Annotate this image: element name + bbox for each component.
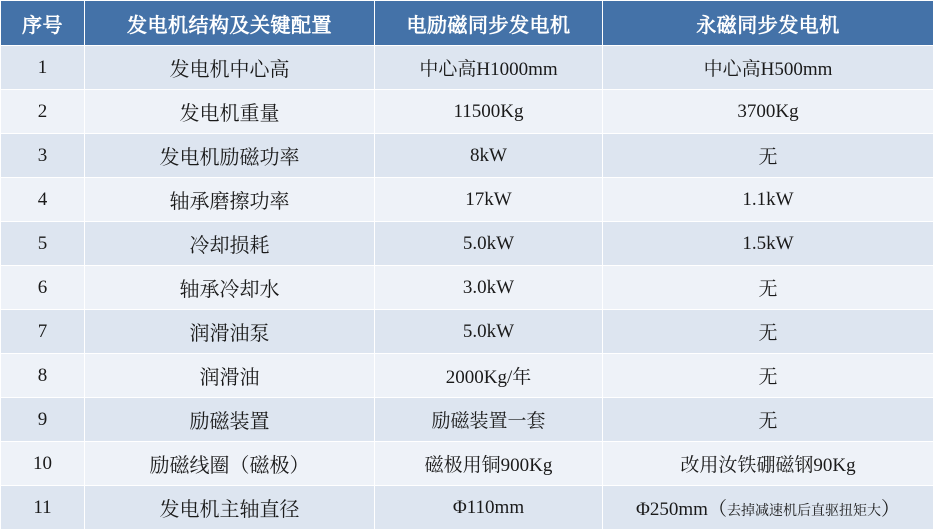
cell-excited: 3.0kW [375,266,603,310]
cell-item: 发电机重量 [85,90,375,134]
cell-index: 1 [1,46,85,90]
table-row [1,46,933,90]
cell-permanent: 1.1kW [603,178,933,222]
column-header-permanent-magnet-generator: 永磁同步发电机 [603,1,933,46]
cell-index: 5 [1,222,85,266]
table-row [1,90,933,134]
cell-permanent-tail: ） [880,499,900,520]
cell-excited: 中心高H1000mm [375,46,603,90]
cell-excited: 5.0kW [375,222,603,266]
column-header-index: 序号 [1,1,85,46]
column-header-structure: 发电机结构及关键配置 [85,1,375,46]
cell-item: 励磁线圈（磁极） [85,442,375,486]
cell-permanent: 无 [603,134,933,178]
table-row [1,222,933,266]
cell-permanent-note: 去掉减速机后直驱扭矩大 [726,504,881,519]
cell-excited: 励磁装置一套 [375,398,603,442]
cell-permanent: 无 [603,354,933,398]
cell-item: 发电机励磁功率 [85,134,375,178]
cell-index: 9 [1,398,85,442]
table-body [1,46,933,530]
cell-item: 轴承冷却水 [85,266,375,310]
cell-item: 发电机主轴直径 [85,486,375,530]
cell-excited: 磁极用铜900Kg [375,442,603,486]
cell-permanent: 3700Kg [603,90,933,134]
table-header [1,1,933,46]
cell-item: 励磁装置 [85,398,375,442]
table-row [1,134,933,178]
cell-item: 冷却损耗 [85,222,375,266]
table-row [1,398,933,442]
cell-index: 8 [1,354,85,398]
cell-permanent: 中心高H500mm [603,46,933,90]
table-row [1,266,933,310]
cell-item: 发电机中心高 [85,46,375,90]
table-row [1,442,933,486]
table-row [1,486,933,530]
cell-excited: 8kW [375,134,603,178]
cell-permanent: 无 [603,266,933,310]
cell-excited: 5.0kW [375,310,603,354]
cell-permanent: 改用汝铁硼磁钢90Kg [603,442,933,486]
cell-index: 6 [1,266,85,310]
cell-index: 7 [1,310,85,354]
cell-item: 轴承磨擦功率 [85,178,375,222]
table-row [1,178,933,222]
cell-index: 3 [1,134,85,178]
cell-excited: Φ110mm [375,486,603,530]
cell-excited: 17kW [375,178,603,222]
table-row [1,310,933,354]
cell-excited: 11500Kg [375,90,603,134]
cell-index: 11 [1,486,85,530]
cell-index: 4 [1,178,85,222]
cell-excited: 2000Kg/年 [375,354,603,398]
cell-item: 润滑油 [85,354,375,398]
cell-permanent: 无 [603,310,933,354]
column-header-excited-generator: 电励磁同步发电机 [375,1,603,46]
cell-permanent: 无 [603,398,933,442]
cell-index: 2 [1,90,85,134]
cell-permanent-main: Φ250mm（ [636,499,727,520]
cell-index: 10 [1,442,85,486]
cell-item: 润滑油泵 [85,310,375,354]
cell-permanent: 1.5kW [603,222,933,266]
table-header-row [1,1,933,46]
table-row [1,354,933,398]
cell-permanent [603,486,933,530]
